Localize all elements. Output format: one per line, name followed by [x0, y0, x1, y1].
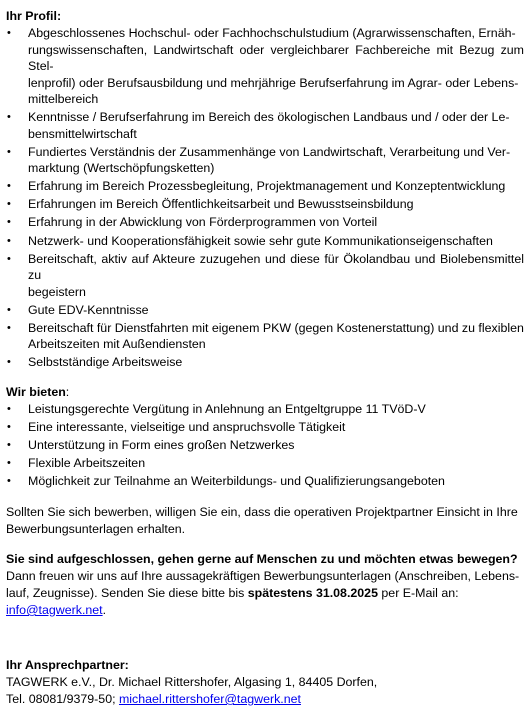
bullet-icon: •	[7, 456, 11, 469]
list-item-text: Abgeschlossenes Hochschul- oder Fachhochschulstudium (Agrarwissenschaften, Ernäh-	[28, 26, 516, 40]
list-item	[6, 302, 524, 319]
list-item	[6, 109, 524, 142]
list-item-text: Kenntnisse / Berufserfahrung im Bereich des ökologischen Landbaus und / oder der Le-	[28, 110, 510, 125]
bullet-icon: •	[7, 420, 11, 433]
info-email-link[interactable]: info@tagwerk.net	[6, 603, 103, 617]
offer-heading-text: Wir bieten	[6, 384, 66, 399]
cta-line-2-text: lauf, Zeugnisse). Senden Sie diese bitte bis	[6, 586, 248, 600]
list-item-text: Leistungsgerechte Vergütung in Anlehnung an Entgeltgruppe 11 TVöD-V	[28, 401, 426, 416]
list-item-text: begeistern	[28, 284, 86, 299]
list-item-text: Selbstständige Arbeitsweise	[28, 355, 183, 370]
list-item-text: Fundiertes Verständnis der Zusammenhänge von Landwirtschaft, Verarbeitung und Ver-	[28, 144, 511, 159]
bullet-icon: •	[7, 252, 11, 265]
cta-heading: Sie sind aufgeschlossen, gehen gerne auf Menschen zu und möchten etwas bewegen?	[6, 552, 518, 566]
bullet-icon: •	[7, 474, 11, 487]
cta-line-2	[6, 585, 524, 602]
list-item	[6, 233, 524, 250]
list-item-text: Erfahrungen im Bereich Öffentlichkeitsarbeit und Bewusstseinsbildung	[28, 197, 414, 212]
list-item	[6, 196, 524, 213]
list-item	[6, 144, 524, 177]
deadline: spätestens 31.08.2025	[247, 586, 378, 600]
profile-heading: Ihr Profil:	[6, 9, 62, 23]
cta-email-line	[6, 602, 524, 619]
cta-line-1: Dann freuen wir uns auf Ihre aussagekräftigen Bewerbungsunterlagen (Anschreiben, Lebens-	[6, 569, 520, 583]
list-item	[6, 178, 524, 195]
list-item	[6, 437, 524, 454]
contact-phone-line	[6, 691, 524, 708]
bullet-icon: •	[7, 145, 11, 158]
consent-line-1: Sollten Sie sich bewerben, willigen Sie ein, dass die operativen Projektpartner Einsicht in Ihre	[6, 505, 518, 519]
list-item-text: Gute EDV-Kenntnisse	[28, 302, 149, 317]
consent-line-2: Bewerbungsunterlagen erhalten.	[6, 522, 186, 536]
list-item-text: Arbeitszeiten mit Außendiensten	[28, 337, 206, 352]
offer-list	[6, 401, 524, 490]
offer-heading-colon: :	[65, 384, 70, 399]
offer-heading	[6, 384, 524, 401]
list-item	[6, 320, 524, 353]
list-item-text: Möglichkeit zur Teilnahme an Weiterbildungs- und Qualifizierungsangeboten	[28, 473, 445, 488]
list-item	[6, 473, 524, 490]
contact-phone: Tel. 08081/9379-50;	[6, 692, 119, 706]
document-page	[6, 8, 524, 708]
list-item-text: Flexible Arbeitszeiten	[28, 455, 146, 470]
bullet-icon: •	[7, 402, 11, 415]
bullet-icon: •	[7, 234, 11, 247]
list-item	[6, 25, 524, 108]
bullet-icon: •	[7, 27, 11, 39]
list-item-text: Eine interessante, vielseitige und anspruchsvolle Tätigkeit	[28, 419, 346, 434]
list-item	[6, 401, 524, 418]
contact-address: TAGWERK e.V., Dr. Michael Rittershofer, Algasing 1, 84405 Dorfen,	[6, 675, 378, 689]
bullet-icon: •	[7, 438, 11, 451]
bullet-icon: •	[7, 180, 11, 193]
list-item-text: Bereitschaft, aktiv auf Akteure zuzugehen und diese für Ökolandbau und Biolebensmittel zu	[28, 251, 524, 283]
contact-heading: Ihr Ansprechpartner:	[6, 658, 129, 672]
list-item	[6, 455, 524, 472]
bullet-icon: •	[7, 111, 11, 124]
list-item-text: Bereitschaft für Dienstfahrten mit eigenem PKW (gegen Kostenerstattung) und zu flexiblen	[28, 320, 524, 335]
list-item-text: Erfahrung im Bereich Prozessbegleitung, Projektmanagement und Konzeptentwicklung	[28, 179, 506, 194]
list-item-text: marktung (Wertschöpfungsketten)	[28, 161, 215, 176]
profile-list	[6, 25, 524, 371]
list-item-text: bensmittelwirtschaft	[28, 126, 137, 141]
bullet-icon: •	[7, 321, 11, 334]
bullet-icon: •	[7, 198, 11, 211]
list-item-text: Netzwerk- und Kooperationsfähigkeit sowie sehr gute Kommunikationseigenschaften	[28, 233, 493, 248]
cta-email-suffix: .	[102, 603, 107, 617]
list-item-text: lenprofil) oder Berufsausbildung und mehrjährige Berufserfahrung im Agrar- oder Lebens-	[28, 75, 519, 90]
bullet-icon: •	[7, 356, 11, 369]
list-item	[6, 251, 524, 301]
list-item-text: Unterstützung in Form eines großen Netzwerkes	[28, 437, 295, 452]
list-item-text: Erfahrung in der Abwicklung von Förderprogrammen von Vorteil	[28, 215, 378, 230]
list-item	[6, 354, 524, 371]
cta-line-2-end: per E-Mail an:	[377, 586, 459, 600]
contact-email-link[interactable]: michael.rittershofer@tagwerk.net	[118, 692, 301, 706]
list-item-text: mittelbereich	[28, 92, 99, 106]
list-item	[6, 419, 524, 436]
bullet-icon: •	[7, 303, 11, 316]
bullet-icon: •	[7, 216, 11, 229]
list-item	[6, 214, 524, 231]
list-item-text: rungswissenschaften, Landwirtschaft oder vergleichbarer Fachbereiche mit Bezug zum Stel-	[28, 42, 524, 73]
